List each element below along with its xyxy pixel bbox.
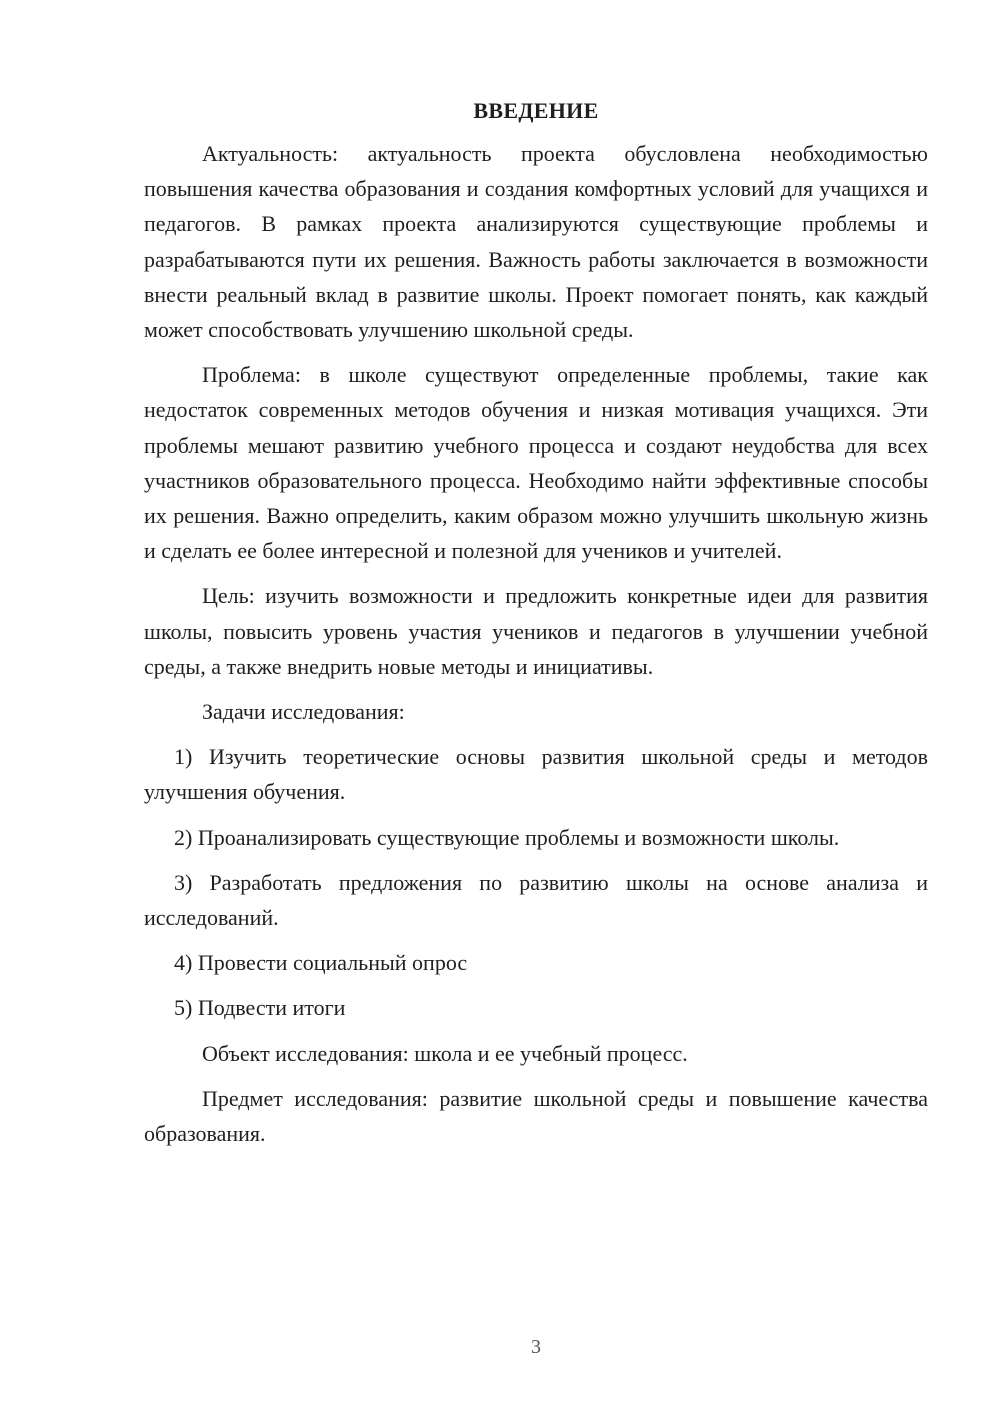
paragraph-problem: Проблема: в школе существуют определенные проблемы, такие как недостаток современных методов обучения и низкая мотивация учащихся. Эти проблемы мешают развитию учебного процесса и создают неудобства для всех участников образовательного процесса. Необходимо найти эффективные способы их решения. Важно определить, каким образом можно улучшить школьную жизнь и сделать ее более интересной и полезной для учеников и учителей. [144,362,928,564]
section-heading: ВВЕДЕНИЕ [473,98,599,123]
page-content [144,96,928,1161]
paragraph-goal: Цель: изучить возможности и предложить конкретные идеи для развития школы, повысить уровень участия учеников и педагогов в улучшении учебной среды, а также внедрить новые методы и инициативы. [144,583,928,679]
page-number: 3 [531,1336,541,1358]
task-item-2: 2) Проанализировать существующие проблемы и возможности школы. [174,824,840,850]
task-item-3: 3) Разработать предложения по развитию школы на основе анализа и исследований. [144,869,928,931]
task-item-1: 1) Изучить теоретические основы развития школьной среды и методов улучшения обучения. [144,744,928,805]
paragraph-subject: Предмет исследования: развитие школьной среды и повышение качества образования. [144,1085,928,1147]
paragraph-object: Объект исследования: школа и ее учебный процесс. [202,1040,688,1066]
paragraph-tasks-heading: Задачи исследования: [202,699,405,725]
task-item-4: 4) Провести социальный опрос [174,950,468,976]
paragraph-relevance: Актуальность: актуальность проекта обусловлена необходимостью повышения качества образования и создания комфортных условий для учащихся и педагогов. В рамках проекта анализируются существующие проблемы и разрабатываются пути их решения. Важность работы заключается в возможности внести реальный вклад в развитие школы. Проект помогает понять, как каждый может способствовать улучшению школьной среды. [144,141,928,343]
task-item-5: 5) Подвести итоги [174,995,346,1021]
